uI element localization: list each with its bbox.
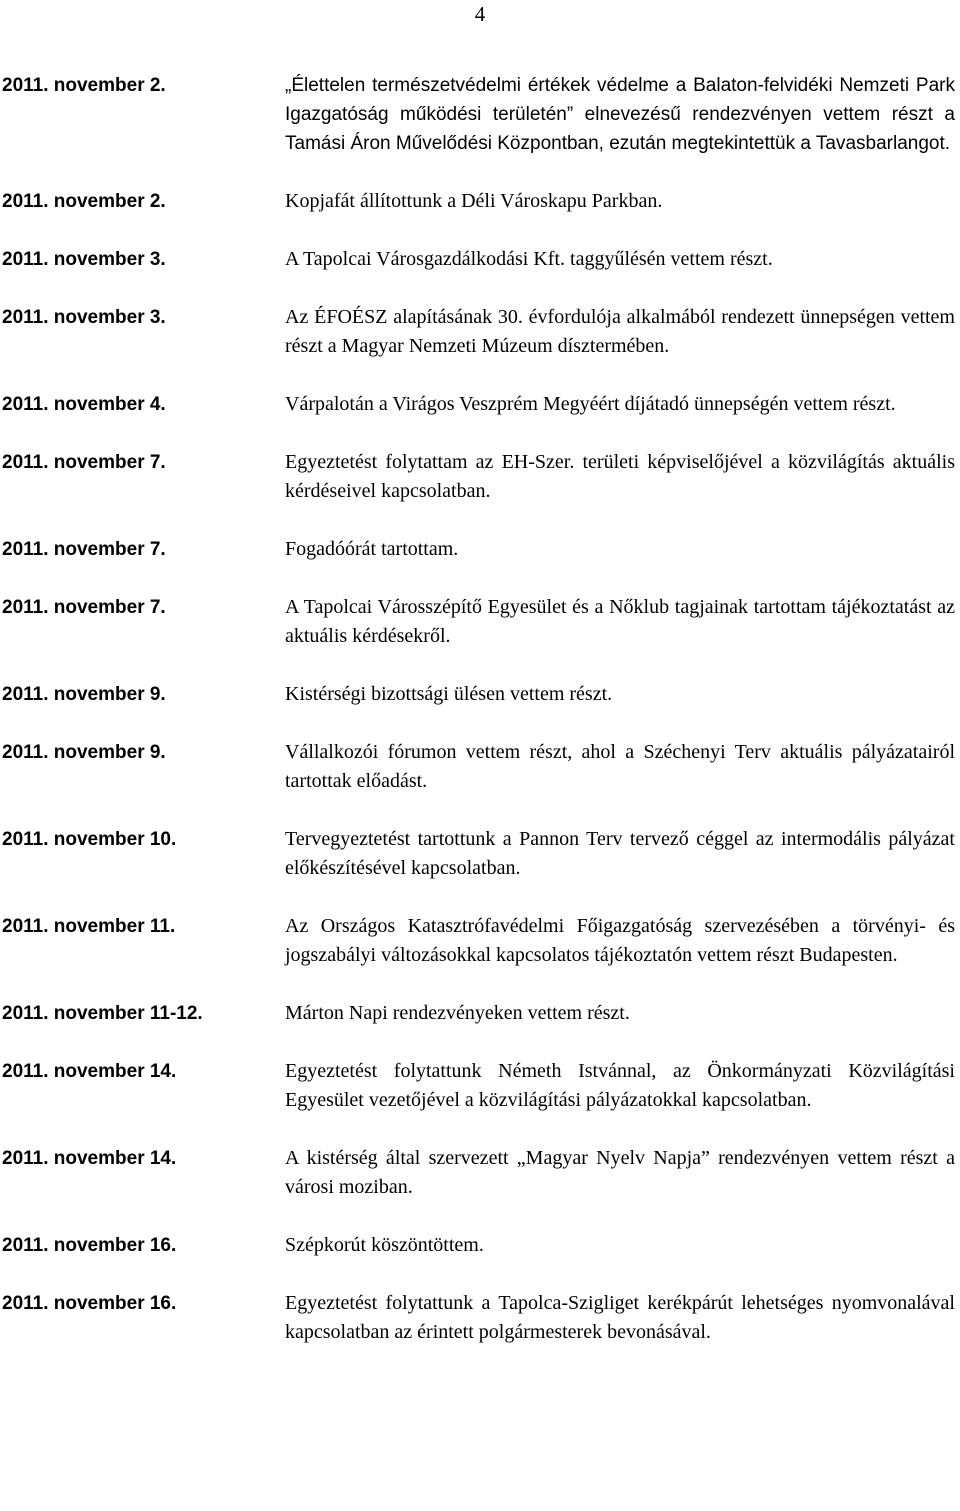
list-item xyxy=(0,738,960,796)
entry-text: „Élettelen természetvédelmi értékek védelme a Balaton-felvidéki Nemzeti Park Igazgatóság működési területén” elnevezésű rendezvényen vettem részt a Tamási Áron Művelődési Központban, ezután megtekintettük a Tavasbarlangot. xyxy=(285,75,955,154)
page-number: 4 xyxy=(474,2,486,26)
entry-date: 2011. november 7. xyxy=(2,597,166,618)
entry-date: 2011. november 2. xyxy=(2,75,166,96)
entry-text: Tervegyeztetést tartottunk a Pannon Terv tervező céggel az intermodális pályázat előkészítésével kapcsolatban. xyxy=(285,828,955,879)
list-item xyxy=(0,448,960,506)
entry-text: Egyeztetést folytattunk Németh Istvánnal, az Önkormányzati Közvilágítási Egyesület vezetőjével a közvilágítási pályázatokkal kapcsolatban. xyxy=(285,1060,955,1111)
list-item xyxy=(0,187,960,216)
entry-text: A Tapolcai Városgazdálkodási Kft. taggyűlésén vettem részt. xyxy=(285,248,773,270)
list-item xyxy=(0,912,960,970)
list-item xyxy=(0,1289,960,1347)
list-item xyxy=(0,680,960,709)
list-item xyxy=(0,1144,960,1202)
entry-date: 2011. november 14. xyxy=(2,1148,177,1169)
entry-date: 2011. november 3. xyxy=(2,307,166,328)
list-item xyxy=(0,303,960,361)
entry-text: A kistérség által szervezett „Magyar Nyelv Napja” rendezvényen vettem részt a városi moziban. xyxy=(285,1147,955,1198)
list-item xyxy=(0,390,960,419)
entry-date: 2011. november 4. xyxy=(2,394,166,415)
entry-date: 2011. november 7. xyxy=(2,452,166,473)
list-item xyxy=(0,999,960,1028)
entry-date: 2011. november 11-12. xyxy=(2,1003,203,1024)
entry-list xyxy=(0,71,960,1376)
list-item xyxy=(0,825,960,883)
list-item xyxy=(0,1231,960,1260)
entry-text: Vállalkozói fórumon vettem részt, ahol a Széchenyi Terv aktuális pályázatairól tartottak előadást. xyxy=(285,741,955,792)
entry-date: 2011. november 9. xyxy=(2,742,166,763)
entry-text: Fogadóórát tartottam. xyxy=(285,538,459,560)
list-item xyxy=(0,593,960,651)
entry-text: A Tapolcai Városszépítő Egyesület és a Nőklub tagjainak tartottam tájékoztatást az aktuális kérdésekről. xyxy=(285,596,955,647)
entry-date: 2011. november 11. xyxy=(2,916,176,937)
entry-text: Egyeztetést folytattunk a Tapolca-Szigliget kerékpárút lehetséges nyomvonalával kapcsolatban az érintett polgármesterek bevonásával. xyxy=(285,1292,955,1343)
entry-date: 2011. november 3. xyxy=(2,249,166,270)
entry-text: Egyeztetést folytattam az EH-Szer. területi képviselőjével a közvilágítás aktuális kérdéseivel kapcsolatban. xyxy=(285,451,955,502)
entry-text: Várpalotán a Virágos Veszprém Megyéért díjátadó ünnepségén vettem részt. xyxy=(285,393,896,415)
list-item xyxy=(0,535,960,564)
entry-text: Az ÉFOÉSZ alapításának 30. évfordulója alkalmából rendezett ünnepségen vettem részt a Magyar Nemzeti Múzeum dísztermében. xyxy=(285,306,955,357)
entry-date: 2011. november 16. xyxy=(2,1293,177,1314)
entry-date: 2011. november 9. xyxy=(2,684,166,705)
list-item xyxy=(0,245,960,274)
entry-text: Kistérségi bizottsági ülésen vettem részt. xyxy=(285,683,613,705)
entry-text: Kopjafát állítottunk a Déli Városkapu Parkban. xyxy=(285,190,663,212)
entry-text: Az Országos Katasztrófavédelmi Főigazgatóság szervezésében a törvényi- és jogszabályi változásokkal kapcsolatos tájékoztatón vettem részt Budapesten. xyxy=(285,915,955,966)
entry-date: 2011. november 10. xyxy=(2,829,177,850)
list-item xyxy=(0,71,960,158)
entry-date: 2011. november 7. xyxy=(2,539,166,560)
entry-text: Szépkorút köszöntöttem. xyxy=(285,1234,484,1256)
entry-date: 2011. november 2. xyxy=(2,191,166,212)
entry-text: Márton Napi rendezvényeken vettem részt. xyxy=(285,1002,630,1024)
list-item xyxy=(0,1057,960,1115)
entry-date: 2011. november 16. xyxy=(2,1235,177,1256)
entry-date: 2011. november 14. xyxy=(2,1061,177,1082)
